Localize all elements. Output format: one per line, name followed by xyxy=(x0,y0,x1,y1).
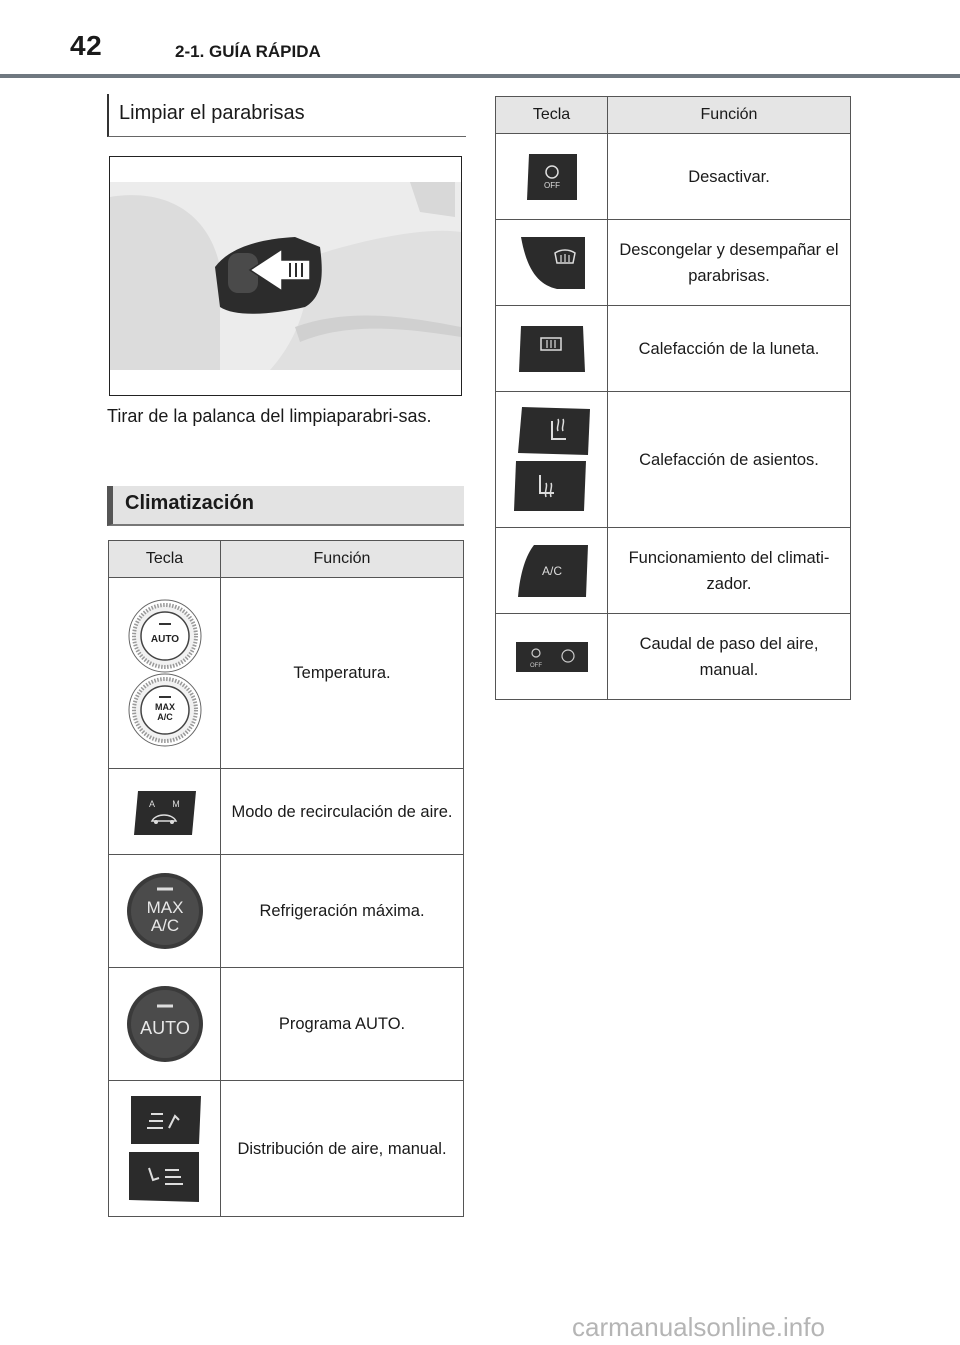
max-label: MAX xyxy=(146,898,183,917)
section-heading-clima xyxy=(107,486,464,526)
icon-cell xyxy=(109,1081,221,1217)
col-function: Función xyxy=(221,541,464,578)
clima-table-header xyxy=(496,97,851,134)
icon-cell xyxy=(109,769,221,855)
function-cell: Calefacción de asientos. xyxy=(608,392,851,528)
temp-knob-ac-label: A/C xyxy=(156,712,173,722)
function-cell: Descongelar y desempañar el parabrisas. xyxy=(608,220,851,306)
seat-heating-buttons-icon xyxy=(512,405,592,515)
watermark: carmanualsonline.info xyxy=(572,1312,825,1342)
wiper-lever-drawing xyxy=(110,157,461,395)
max-ac-button-icon xyxy=(125,871,205,951)
fan-off-small-label: OFF xyxy=(529,662,542,669)
wiper-lever-illustration xyxy=(109,156,462,396)
table-row xyxy=(496,614,851,700)
section-heading-wiper xyxy=(107,94,466,137)
fan-off-button-icon xyxy=(525,152,579,202)
function-cell: Temperatura. xyxy=(221,578,464,769)
function-cell: Calefacción de la luneta. xyxy=(608,306,851,392)
ac-button-label: A/C xyxy=(541,563,562,578)
windshield-defrost-button-icon xyxy=(517,235,587,291)
off-label: OFF xyxy=(543,180,560,190)
recirc-a-label: A xyxy=(148,798,155,809)
air-distribution-buttons-icon xyxy=(125,1094,205,1204)
ac-label: A/C xyxy=(150,916,179,935)
function-cell: Refrigeración máxima. xyxy=(221,855,464,968)
icon-cell xyxy=(496,134,608,220)
page-header xyxy=(0,0,960,80)
ac-button-icon xyxy=(514,543,590,599)
clima-table-continued xyxy=(495,96,851,700)
icon-cell xyxy=(496,392,608,528)
icon-cell xyxy=(496,306,608,392)
table-row xyxy=(109,578,464,769)
wiper-instruction: Tirar de la palanca del limpiaparabri-sas. xyxy=(107,406,432,426)
table-row xyxy=(496,220,851,306)
table-row xyxy=(496,392,851,528)
col-key: Tecla xyxy=(109,541,221,578)
table-row xyxy=(109,769,464,855)
page-number: 42 xyxy=(70,30,103,61)
recirc-m-label: M xyxy=(171,798,180,809)
icon-cell xyxy=(496,528,608,614)
auto-label: AUTO xyxy=(139,1018,190,1038)
function-cell: Programa AUTO. xyxy=(221,968,464,1081)
recirculation-button-icon xyxy=(130,787,200,837)
table-row xyxy=(109,855,464,968)
table-row xyxy=(496,134,851,220)
section-heading-wiper-text: Limpiar el parabrisas xyxy=(119,102,305,124)
header-rule xyxy=(0,74,960,78)
function-cell: Distribución de aire, manual. xyxy=(221,1081,464,1217)
function-cell: Funcionamiento del climati-zador. xyxy=(608,528,851,614)
section-heading-clima-text: Climatización xyxy=(125,492,254,514)
table-row xyxy=(496,306,851,392)
rear-window-heat-button-icon xyxy=(517,324,587,374)
temp-knob-max-label: MAX xyxy=(154,702,175,712)
icon-cell xyxy=(109,578,221,769)
auto-button-icon xyxy=(125,984,205,1064)
temperature-knob-icon xyxy=(125,598,205,748)
temp-knob-auto-label: AUTO xyxy=(150,634,179,645)
fan-speed-buttons-icon xyxy=(514,640,590,674)
icon-cell xyxy=(109,968,221,1081)
icon-cell xyxy=(109,855,221,968)
table-row xyxy=(109,968,464,1081)
chapter-title: 2-1. GUÍA RÁPIDA xyxy=(175,42,321,61)
function-cell: Modo de recirculación de aire. xyxy=(221,769,464,855)
col-key: Tecla xyxy=(496,97,608,134)
icon-cell xyxy=(496,614,608,700)
clima-table xyxy=(108,540,464,1217)
col-function: Función xyxy=(608,97,851,134)
function-cell: Caudal de paso del aire, manual. xyxy=(608,614,851,700)
icon-cell xyxy=(496,220,608,306)
clima-table-header xyxy=(109,541,464,578)
table-row xyxy=(496,528,851,614)
function-cell: Desactivar. xyxy=(608,134,851,220)
table-row xyxy=(109,1081,464,1217)
